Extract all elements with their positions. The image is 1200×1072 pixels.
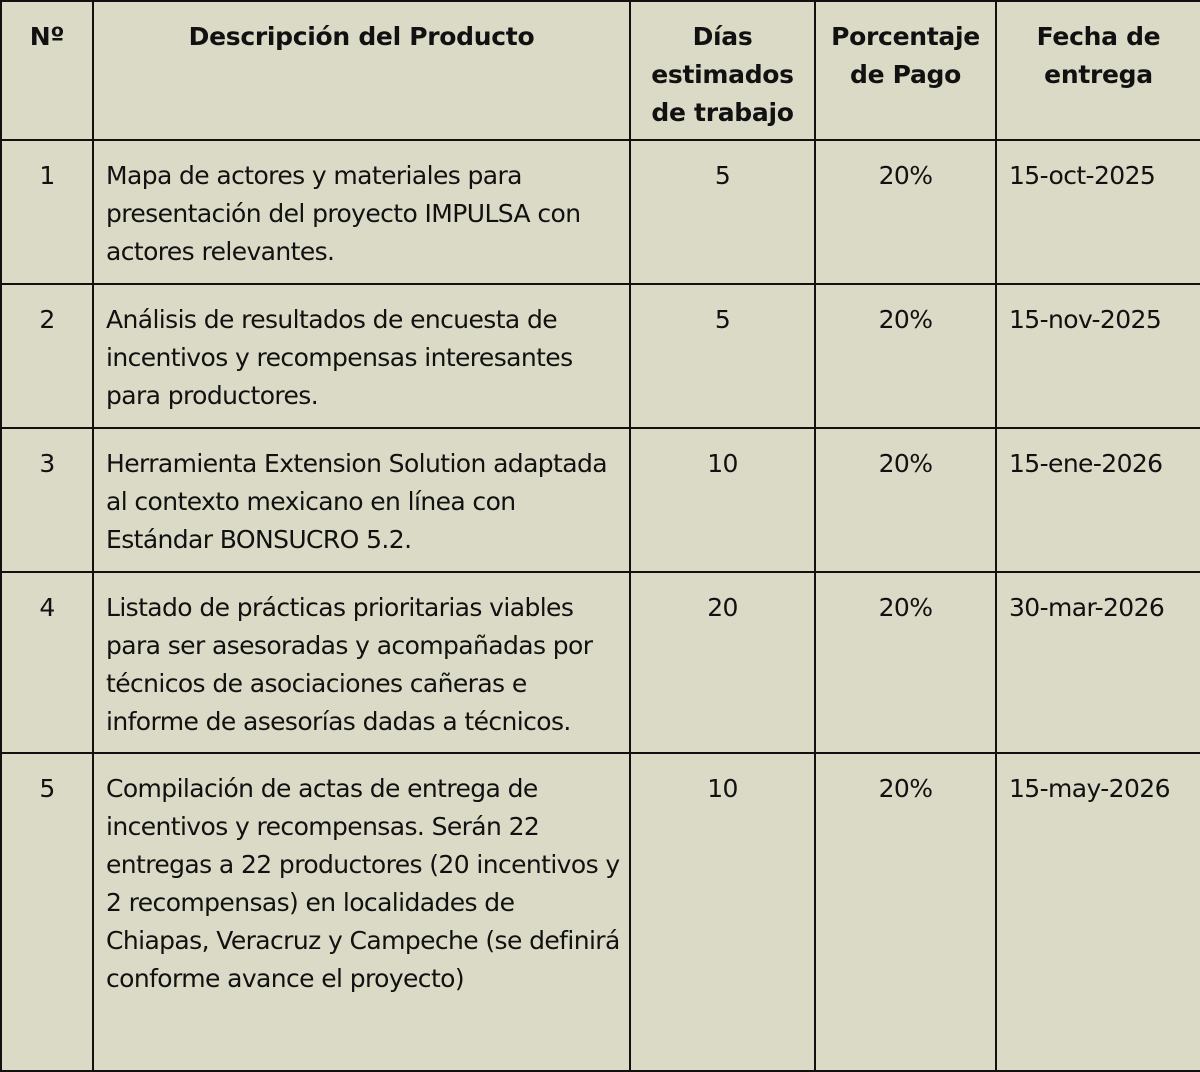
row-days: 5 [630, 140, 815, 284]
row-description: Compilación de actas de entrega de incentivos y recompensas. Serán 22 entregas a 22 productores (20 incentivos y 2 recompensas) en localidades de Chiapas, Veracruz y Campeche (se definirá conforme avance el proyecto) [93, 753, 630, 1071]
row-payment-percentage: 20% [815, 572, 996, 753]
row-number: 2 [1, 284, 93, 428]
row-number: 3 [1, 428, 93, 572]
row-payment-percentage: 20% [815, 428, 996, 572]
row-description: Mapa de actores y materiales para presentación del proyecto IMPULSA con actores relevantes. [93, 140, 630, 284]
row-payment-percentage: 20% [815, 753, 996, 1071]
header-days: Días estimados de trabajo [630, 1, 815, 140]
row-number: 5 [1, 753, 93, 1071]
row-days: 20 [630, 572, 815, 753]
table-row [1, 428, 1200, 572]
row-description: Listado de prácticas prioritarias viables para ser asesoradas y acompañadas por técnicos de asociaciones cañeras e informe de asesorías dadas a técnicos. [93, 572, 630, 753]
row-number: 4 [1, 572, 93, 753]
header-delivery-date: Fecha de entrega [996, 1, 1200, 140]
row-days: 10 [630, 753, 815, 1071]
row-delivery-date: 15-nov-2025 [996, 284, 1200, 428]
table-header-row [1, 1, 1200, 140]
row-payment-percentage: 20% [815, 284, 996, 428]
row-days: 10 [630, 428, 815, 572]
row-description: Análisis de resultados de encuesta de incentivos y recompensas interesantes para productores. [93, 284, 630, 428]
row-payment-percentage: 20% [815, 140, 996, 284]
header-number: Nº [1, 1, 93, 140]
table-row [1, 572, 1200, 753]
row-delivery-date: 30-mar-2026 [996, 572, 1200, 753]
row-delivery-date: 15-oct-2025 [996, 140, 1200, 284]
header-payment-percentage: Porcentaje de Pago [815, 1, 996, 140]
row-delivery-date: 15-ene-2026 [996, 428, 1200, 572]
row-number: 1 [1, 140, 93, 284]
table-row [1, 284, 1200, 428]
header-description: Descripción del Producto [93, 1, 630, 140]
row-description: Herramienta Extension Solution adaptada al contexto mexicano en línea con Estándar BONSUCRO 5.2. [93, 428, 630, 572]
table-row [1, 140, 1200, 284]
table-row [1, 753, 1200, 1071]
row-days: 5 [630, 284, 815, 428]
row-delivery-date: 15-may-2026 [996, 753, 1200, 1071]
